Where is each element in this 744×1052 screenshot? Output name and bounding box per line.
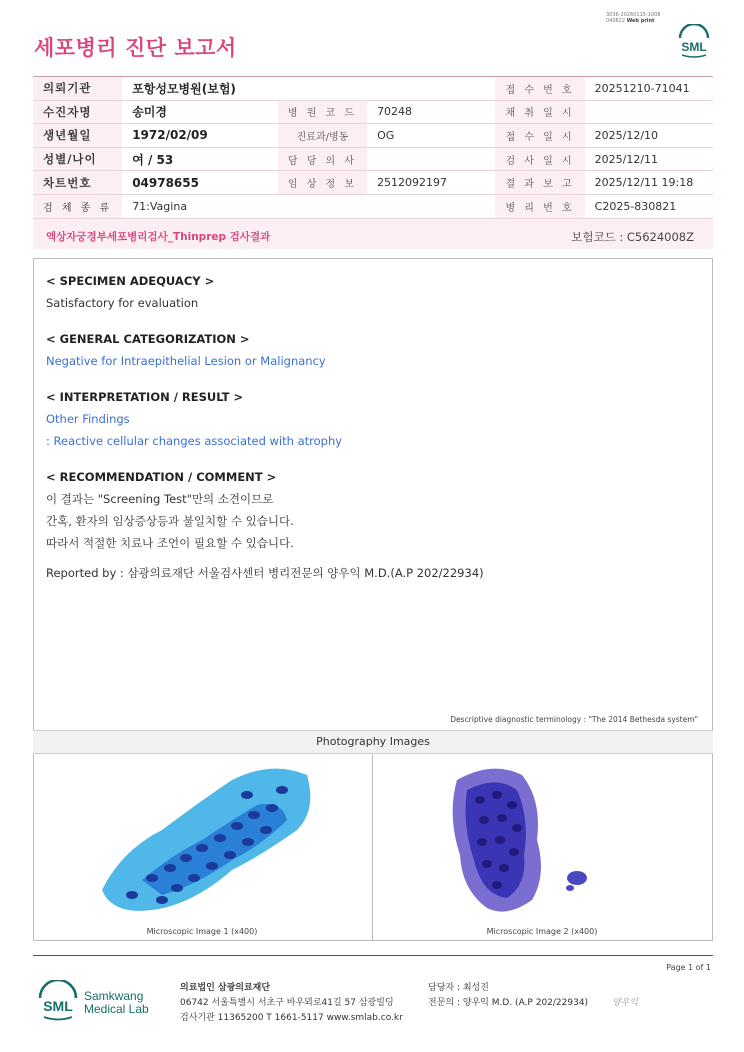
value-receipt-no: 20251210-71041: [585, 77, 713, 101]
interpretation-heading: < INTERPRETATION / RESULT >: [46, 390, 244, 404]
staff-specialist: 전문의 : 양우익 M.D. (A.P 202/22934): [428, 998, 589, 1008]
page-number: Page 1 of 1: [666, 963, 711, 972]
photo-divider: [372, 754, 373, 941]
patient-info-table: [33, 76, 713, 219]
value-chart-no: 04978655: [122, 171, 278, 195]
brand-line-2: Medical Lab: [84, 1002, 149, 1016]
value-hospital-code: 70248: [367, 100, 495, 124]
report-body: [46, 270, 696, 584]
value-doctor: [367, 147, 495, 171]
recommendation-line-2: 간혹, 환자의 임상증상등과 불일치할 수 있습니다.: [46, 514, 294, 528]
test-name: 액상자궁경부세포병리검사_Thinprep 검사결과: [46, 231, 271, 243]
value-clinical-info: 2512092197: [367, 171, 495, 195]
info-row: [33, 77, 713, 101]
label-sex-age: 성별/나이: [33, 147, 122, 171]
label-doctor: 담 당 의 사: [278, 147, 367, 171]
info-row: [33, 147, 713, 171]
footer-staff: [428, 981, 588, 1011]
value-patient-name: 송미경: [122, 100, 278, 124]
value-department: OG: [367, 124, 495, 148]
org-address: 06742 서울특별시 서초구 바우뫼로41길 57 삼광빌딩: [180, 998, 394, 1008]
interpretation-line-2: : Reactive cellular changes associated with atrophy: [46, 434, 343, 448]
label-result-report: 결 과 보 고: [495, 171, 584, 195]
microscopic-image-2: [422, 760, 662, 918]
info-row: [33, 100, 713, 124]
value-pathology-no: C2025-830821: [585, 194, 713, 218]
value-birthdate: 1972/02/09: [122, 124, 278, 148]
label-requesting-org: 의뢰기관: [33, 77, 122, 101]
sml-footer-logo-icon: [36, 980, 80, 1024]
label-department: 진료과/병동: [278, 124, 367, 148]
value-result-report: 2025/12/11 19:18: [585, 171, 713, 195]
label-collection-date: 채 취 일 시: [495, 100, 584, 124]
label-receipt-date: 접 수 일 시: [495, 124, 584, 148]
microscopic-image-1: [82, 760, 322, 918]
label-chart-no: 차트번호: [33, 171, 122, 195]
adequacy-heading: < SPECIMEN ADEQUACY >: [46, 274, 215, 288]
photography-heading: Photography Images: [33, 730, 713, 754]
org-name: 의료법인 삼광의료재단: [180, 983, 271, 993]
recommendation-line-1: 이 결과는 "Screening Test"만의 소견이므로: [46, 492, 274, 506]
footer-brand: [84, 990, 149, 1016]
label-hospital-code: 병 원 코 드: [278, 100, 367, 124]
info-row: [33, 124, 713, 148]
value-collection-date: [585, 100, 713, 124]
web-print-label: Web print: [626, 18, 655, 24]
footer-organization: [180, 981, 403, 1026]
sml-logo-icon: [676, 24, 712, 60]
report-title: 세포병리 진단 보고서: [34, 36, 237, 60]
value-receipt-date: 2025/12/10: [585, 124, 713, 148]
specialist-signature: 양우익: [612, 998, 639, 1008]
info-row: [33, 171, 713, 195]
label-test-date: 검 사 일 시: [495, 147, 584, 171]
label-patient-name: 수진자명: [33, 100, 122, 124]
insurance-code: 보험코드 : C5624008Z: [571, 230, 694, 244]
value-specimen-type: 71:Vagina: [122, 194, 495, 218]
label-clinical-info: 임 상 정 보: [278, 171, 367, 195]
value-sex-age: 여 / 53: [122, 147, 278, 171]
categorization-heading: < GENERAL CATEGORIZATION >: [46, 332, 250, 346]
org-contact: 검사기관 11365200 T 1661-5117 www.smlab.co.kr: [180, 1013, 403, 1023]
reported-by: Reported by : 삼광의료재단 서울검사센터 병리전문의 양우익 M.D.(A.P 202/22934): [46, 566, 484, 580]
adequacy-text: Satisfactory for evaluation: [46, 296, 199, 310]
label-receipt-no: 접 수 번 호: [495, 77, 584, 101]
brand-line-1: Samkwang: [84, 989, 144, 1003]
recommendation-heading: < RECOMMENDATION / COMMENT >: [46, 470, 277, 484]
interpretation-line-1: Other Findings: [46, 412, 130, 426]
image-2-caption: Microscopic Image 2 (x400): [486, 927, 598, 936]
categorization-text: Negative for Intraepithelial Lesion or Malignancy: [46, 354, 326, 368]
label-birthdate: 생년월일: [33, 124, 122, 148]
bethesda-note: Descriptive diagnostic terminology : "The 2014 Bethesda system": [450, 715, 698, 724]
info-row: [33, 194, 713, 218]
value-requesting-org: 포항성모병원(보험): [122, 77, 495, 101]
image-1-caption: Microscopic Image 1 (x400): [146, 927, 258, 936]
recommendation-line-3: 따라서 적절한 치료나 조언이 필요할 수 있습니다.: [46, 536, 294, 550]
label-pathology-no: 병 리 번 호: [495, 194, 584, 218]
value-test-date: 2025/12/11: [585, 147, 713, 171]
label-specimen-type: 검 체 종 류: [33, 194, 122, 218]
print-code: 3036-20260115-1008 040822 Web print: [606, 12, 661, 24]
staff-in-charge: 담당자 : 최성진: [428, 983, 489, 993]
footer-divider: [33, 955, 713, 956]
logo-text: SML: [681, 40, 707, 54]
footer-logo-text: SML: [43, 998, 73, 1014]
